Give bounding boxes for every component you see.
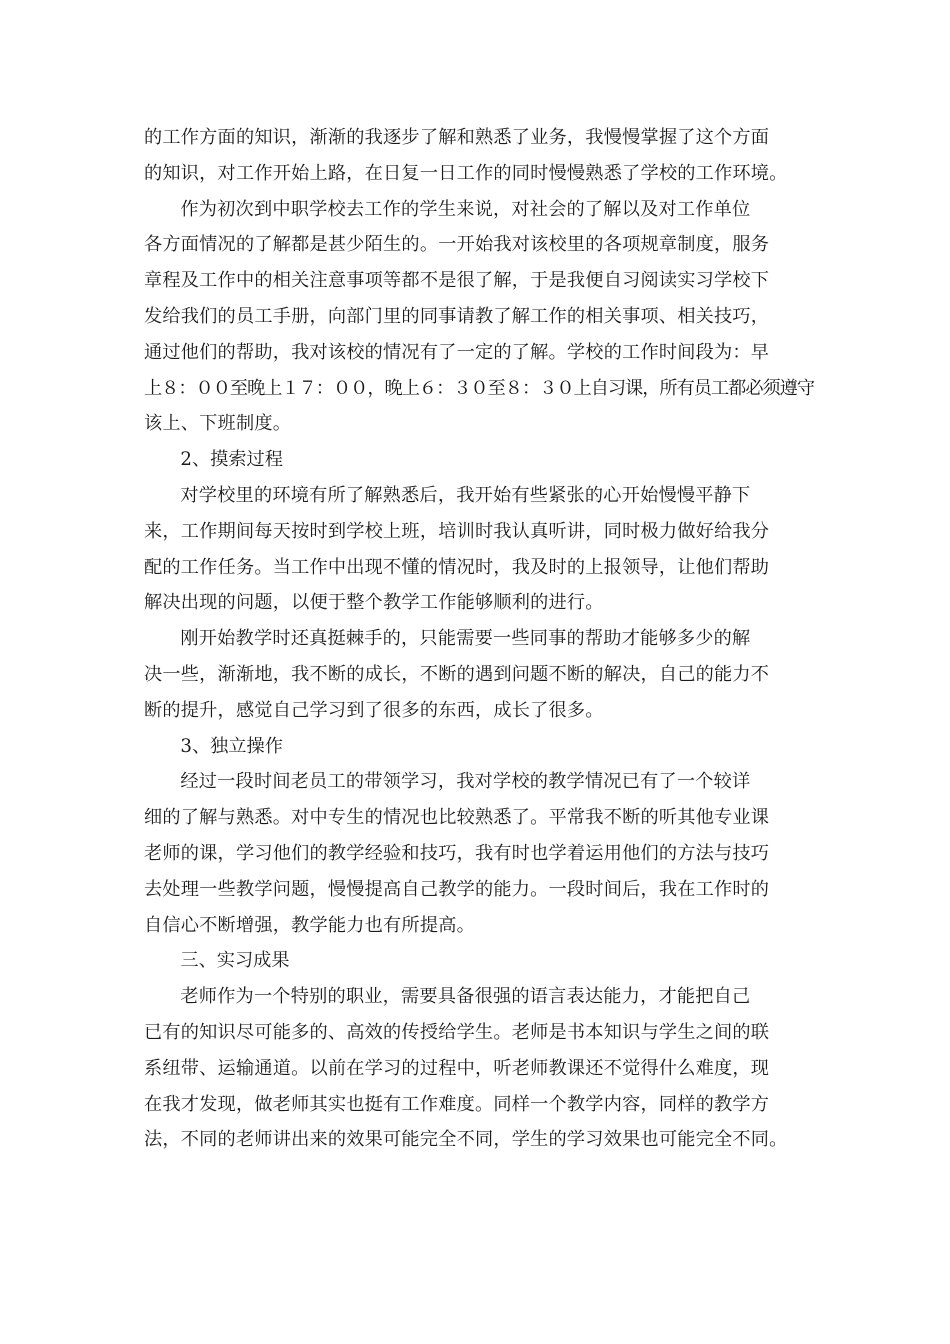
text-line: 法，不同的老师讲出来的效果可能完全不同，学生的学习效果也可能完全不同。	[144, 1129, 788, 1151]
paragraph-first-job	[144, 192, 816, 443]
text-line: 自信心不断增强，教学能力也有所提高。	[144, 914, 475, 936]
text-line: 解决出现的问题，以便于整个教学工作能够顺利的进行。	[144, 592, 604, 614]
text-line: 各方面情况的了解都是甚少陌生的。一开始我对该校里的各项规章制度，服务	[144, 234, 770, 256]
text-line: 刚开始教学时还真挺棘手的，只能需要一些同事的帮助才能够多少的解	[180, 628, 751, 650]
text-line: 去处理一些教学问题，慢慢提高自己教学的能力。一段时间后，我在工作时的	[144, 878, 770, 900]
text-line: 决一些，渐渐地，我不断的成长，不断的遇到问题不断的解决，自己的能力不	[144, 663, 770, 685]
text-line: 发给我们的员工手册，向部门里的同事请教了解工作的相关事项、相关技巧，	[144, 305, 770, 327]
text-line: 老师作为一个特别的职业，需要具备很强的语言表达能力，才能把自己	[180, 986, 751, 1008]
text-line: 通过他们的帮助，我对该校的情况有了一定的了解。学校的工作时间段为：早	[144, 341, 770, 363]
text-line: 的知识，对工作开始上路，在日复一日工作的同时慢慢熟悉了学校的工作环境。	[144, 162, 788, 184]
paragraph-work-knowledge	[144, 120, 816, 192]
paragraph-teaching-start	[144, 621, 816, 728]
text-line: 对学校里的环境有所了解熟悉后，我开始有些紧张的心开始慢慢平静下	[180, 484, 751, 506]
text-line: 已有的知识尽可能多的、高效的传授给学生。老师是书本知识与学生之间的联	[144, 1021, 770, 1043]
text-line: 作为初次到中职学校去工作的学生来说，对社会的了解以及对工作单位	[180, 198, 751, 220]
text-line: 上８：００至晚上１７：００，晚上６：３０至８：３０上自习课，所有员工都必须遵守	[144, 377, 815, 399]
heading-independent-work: 3、独立操作	[180, 735, 283, 757]
text-line: 该上、下班制度。	[144, 413, 292, 435]
text-line: 系纽带、运输通道。以前在学习的过程中，听老师教课还不觉得什么难度，现	[144, 1057, 770, 1079]
text-line: 章程及工作中的相关注意事项等都不是很了解，于是我便自习阅读实习学校下	[144, 270, 770, 292]
text-line: 老师的课，学习他们的教学经验和技巧，我有时也学着运用他们的方法与技巧	[144, 842, 770, 864]
heading-internship-results: 三、实习成果	[180, 950, 290, 972]
text-line: 经过一段时间老员工的带领学习，我对学校的教学情况已有了一个较详	[180, 771, 751, 793]
text-line: 在我才发现，做老师其实也挺有工作难度。同样一个教学内容，同样的教学方	[144, 1093, 770, 1115]
text-line: 细的了解与熟悉。对中专生的情况也比较熟悉了。平常我不断的听其他专业课	[144, 807, 770, 829]
paragraph-internship-results	[144, 979, 816, 1158]
document-body	[144, 120, 816, 1158]
text-line: 来，工作期间每天按时到学校上班，培训时我认真听讲，同时极力做好给我分	[144, 520, 770, 542]
paragraph-exploration	[144, 478, 816, 621]
text-line: 的工作方面的知识，渐渐的我逐步了解和熟悉了业务，我慢慢掌握了这个方面	[144, 127, 770, 148]
text-line: 配的工作任务。当工作中出现不懂的情况时，我及时的上报领导，让他们帮助	[144, 556, 770, 578]
paragraph-independent-work	[144, 764, 816, 943]
text-line: 断的提升，感觉自己学习到了很多的东西，成长了很多。	[144, 699, 604, 721]
heading-exploration: 2、摸索过程	[180, 449, 283, 471]
